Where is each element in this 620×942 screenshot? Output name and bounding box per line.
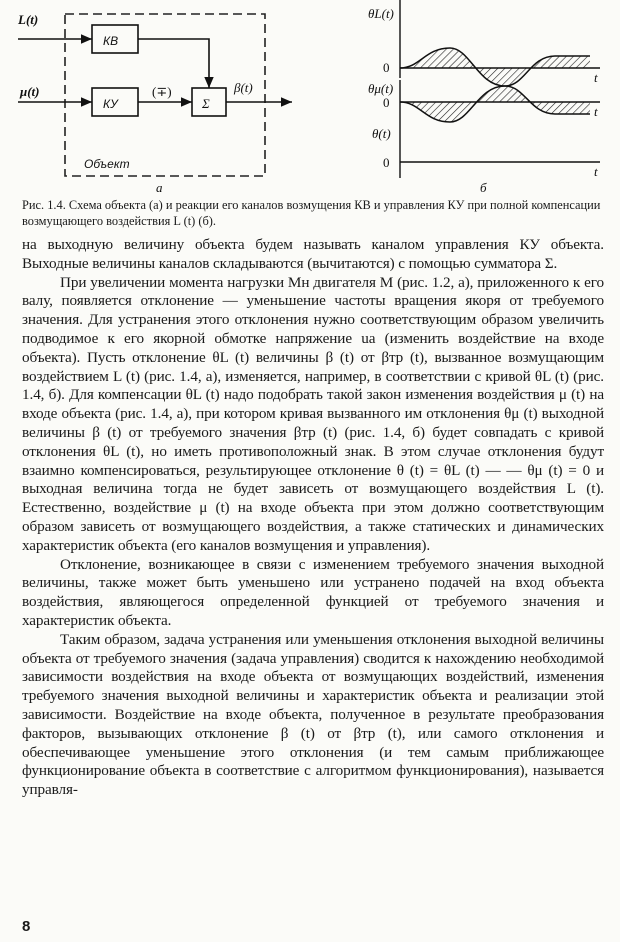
output-label: β(t) [234, 80, 253, 95]
input-control-label: μ(t) [20, 84, 40, 99]
page-number: 8 [22, 918, 31, 935]
plot3-zero: 0 [383, 155, 390, 170]
plot1-time-label: t [594, 70, 598, 85]
plot2-area [400, 86, 590, 122]
sign-label: (∓) [152, 84, 172, 99]
figure-1-4 [0, 0, 620, 200]
block-kv-label: КВ [103, 34, 119, 48]
paragraph-4: Таким образом, задача устранения или уменьшения отклонения выходной величины объекта от требуемого значения (задача управления) сводится к нахождению необходимой зависимости воздействия на входе объекта от возмущающих воздействий, изменения требуемого значения выходной величины и характеристик объекта и реализации этой зависимости. Воздействие на входе объекта, полученное в результате преобразования факторов, вызывающих отклонение β (t) от βтр (t), или самого отклонения и обеспечивающее уменьшение этого отклонения (и тем самым приближающее функционирование объекта в соответствие с алгоритмом функционирования), называется управля- [22, 630, 604, 799]
plot3-label: θ(t) [372, 126, 391, 141]
input-disturbance-label: L(t) [18, 12, 39, 27]
body-text [22, 236, 604, 800]
plot2-zero: 0 [383, 95, 390, 110]
paragraph-1: на выходную величину объекта будем называть каналом управления КУ объекта. Выходные величины каналов складываются (вычитаются) с помощью сумматора Σ. [22, 236, 604, 272]
block-ku-label: КУ [103, 97, 118, 111]
panel-a-label: а [156, 180, 163, 195]
arrow-kv-to-sum [138, 39, 209, 88]
block-diagram [17, 12, 292, 195]
plot2-label: θμ(t) [368, 81, 394, 96]
panel-b-label: б [480, 180, 487, 195]
response-plots [368, 0, 600, 195]
plot1-label: θL(t) [368, 6, 394, 21]
figure-svg [0, 0, 620, 200]
paragraph-2: При увеличении момента нагрузки Mн двигателя M (рис. 1.2, а), приложенного к его валу, появляется отклонение — уменьшение частоты вращения якоря от требуемого значения. Для устранения этого отклонения нужно соответствующим образом увеличить подводимое к его якорной обмотке напряжение uа (изменить воздействие на входе объекта). Пусть отклонение θL (t) величины β (t) от βтр (t), вызванное возмущающим воздействием L (t) (рис. 1.4, а), изменяется, например, в соответствии с кривой θL (t) (рис. 1.4, б). Для компенсации θL (t) надо подобрать такой закон изменения воздействия μ (t) на входе объекта (рис. 1.4, а), при котором кривая вызванного им отклонения θμ (t) выходной величины β (t) от требуемого значения βтр (t) (рис. 1.4, б) будет совпадать с кривой отклонения θL (t), но иметь противоположный знак. В этом случае отклонения будут взаимно компенсироваться, результирующее отклонение θ (t) = θL (t) — — θμ (t) = 0 и выходная величина тогда не будет зависеть от возмущающего воздействия L (t). Естественно, воздействие μ (t) на входе объекта при этом должно соответствующим образом зависеть от возмущающего воздействия, а также статических и динамических характеристик объекта (его каналов возмущения и управления). [22, 273, 604, 554]
caption-text: Схема объекта (а) и реакции его каналов возмущения КВ и управления КУ при полной компенсации возмущающего воздействия L (t) (б). [22, 198, 601, 228]
paragraph-3: Отклонение, возникающее в связи с изменением требуемого значения выходной величины, также может быть уменьшено или устранено подачей на вход объекта воздействия, являющегося определенной функцией от требуемого значения и характеристик объекта. [22, 555, 604, 629]
caption-label: Рис. 1.4. [22, 198, 66, 212]
object-label: Объект [84, 157, 130, 171]
plot2-time-label: t [594, 104, 598, 119]
plot1-zero: 0 [383, 60, 390, 75]
figure-caption [22, 197, 602, 229]
plot3-time-label: t [594, 164, 598, 179]
block-sum-label: Σ [202, 96, 210, 111]
